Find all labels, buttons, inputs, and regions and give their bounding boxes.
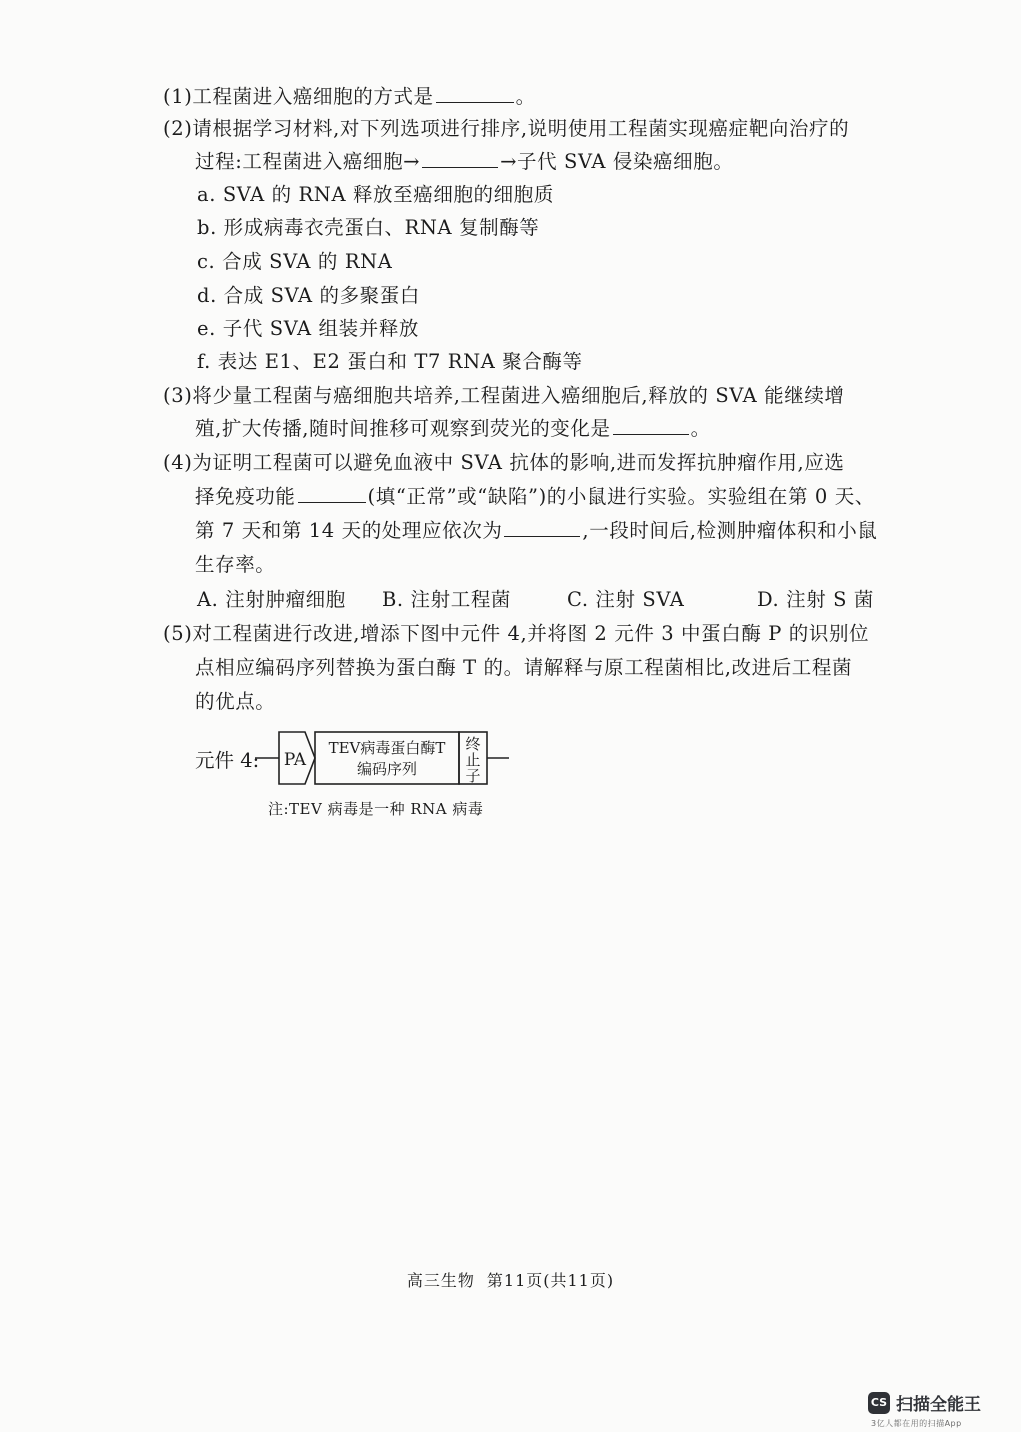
question-4-post-2: ,一段时间后,检测肿瘤体积和小鼠 [582,519,878,542]
scanner-watermark [868,1390,981,1415]
answer-blank [504,518,580,537]
answer-blank [613,416,689,435]
answer-blank [436,84,514,103]
question-4-pre: 择免疫功能 [195,485,296,508]
option-f: f. 表达 E1、E2 蛋白和 T7 RNA 聚合酶等 [197,350,583,373]
question-3-line-1: (3)将少量工程菌与癌细胞共培养,工程菌进入癌细胞后,释放的 SVA 能继续增 [163,384,845,407]
question-3-line-2 [195,416,711,442]
promoter-label: PA [283,750,307,770]
answer-blank [298,484,366,503]
scanner-app-name: 扫描全能王 [896,1395,981,1415]
question-2-post: →子代 SVA 侵染癌细胞。 [500,150,734,173]
question-1-end: 。 [515,85,536,108]
terminator-char-2: 止 [465,751,481,769]
question-3-end: 。 [690,417,711,440]
choice-d: D. 注射 S 菌 [757,588,874,611]
page-footer [0,1268,1021,1291]
question-5-line-2: 点相应编码序列替换为蛋白酶 T 的。请解释与原工程菌相比,改进后工程菌 [195,656,853,679]
scanner-tagline: 3亿人都在用的扫描App [871,1419,962,1428]
option-a: a. SVA 的 RNA 释放至癌细胞的细胞质 [197,183,554,206]
question-1-text: (1)工程菌进入癌细胞的方式是 [163,85,434,108]
question-4-post: (填“正常”或“缺陷”)的小鼠进行实验。实验组在第 0 天、 [367,485,875,508]
option-e: e. 子代 SVA 组装并释放 [197,317,420,340]
terminator-char-1: 终 [465,735,481,753]
gene-label-line-1: TEV病毒蛋白酶T [328,739,446,757]
element-4-label: 元件 4: [195,749,260,772]
question-5-line-3: 的优点。 [195,690,276,713]
option-d: d. 合成 SVA 的多聚蛋白 [197,284,420,307]
question-4-line-3 [195,518,877,544]
question-5-line-1: (5)对工程菌进行改进,增添下图中元件 4,并将图 2 元件 3 中蛋白酶 P 的识别位 [163,622,870,645]
option-b: b. 形成病毒衣壳蛋白、RNA 复制酶等 [197,216,540,239]
question-4-pre-2: 第 7 天和第 14 天的处理应依次为 [195,519,503,542]
question-2-line-1: (2)请根据学习材料,对下列选项进行排序,说明使用工程菌实现癌症靶向治疗的 [163,117,850,140]
option-c: c. 合成 SVA 的 RNA [197,250,393,273]
footer-subject: 高三生物 [406,1271,475,1290]
question-4-line-2 [195,484,875,510]
question-2-pre: 过程:工程菌进入癌细胞→ [195,150,421,173]
question-4-choices [197,587,874,613]
terminator-char-3: 子 [465,767,481,785]
footer-page-number: 第11页(共11页) [486,1271,615,1290]
choice-c: C. 注射 SVA [567,588,685,611]
answer-blank [422,149,498,168]
question-4-line-1: (4)为证明工程菌可以避免血液中 SVA 抗体的影响,进而发挥抗肿瘤作用,应选 [163,451,845,474]
cs-logo-icon: CS [868,1392,890,1414]
diagram-note: 注:TEV 病毒是一种 RNA 病毒 [268,800,484,818]
question-2-line-2 [195,149,733,175]
question-1 [163,84,536,110]
question-3-pre: 殖,扩大传播,随时间推移可观察到荧光的变化是 [195,417,611,440]
element-4-diagram [255,728,515,788]
gene-label-line-2: 编码序列 [356,760,418,778]
choice-a: A. 注射肿瘤细胞 [197,588,346,611]
question-4-line-4: 生存率。 [195,553,276,576]
choice-b: B. 注射工程菌 [382,588,512,611]
